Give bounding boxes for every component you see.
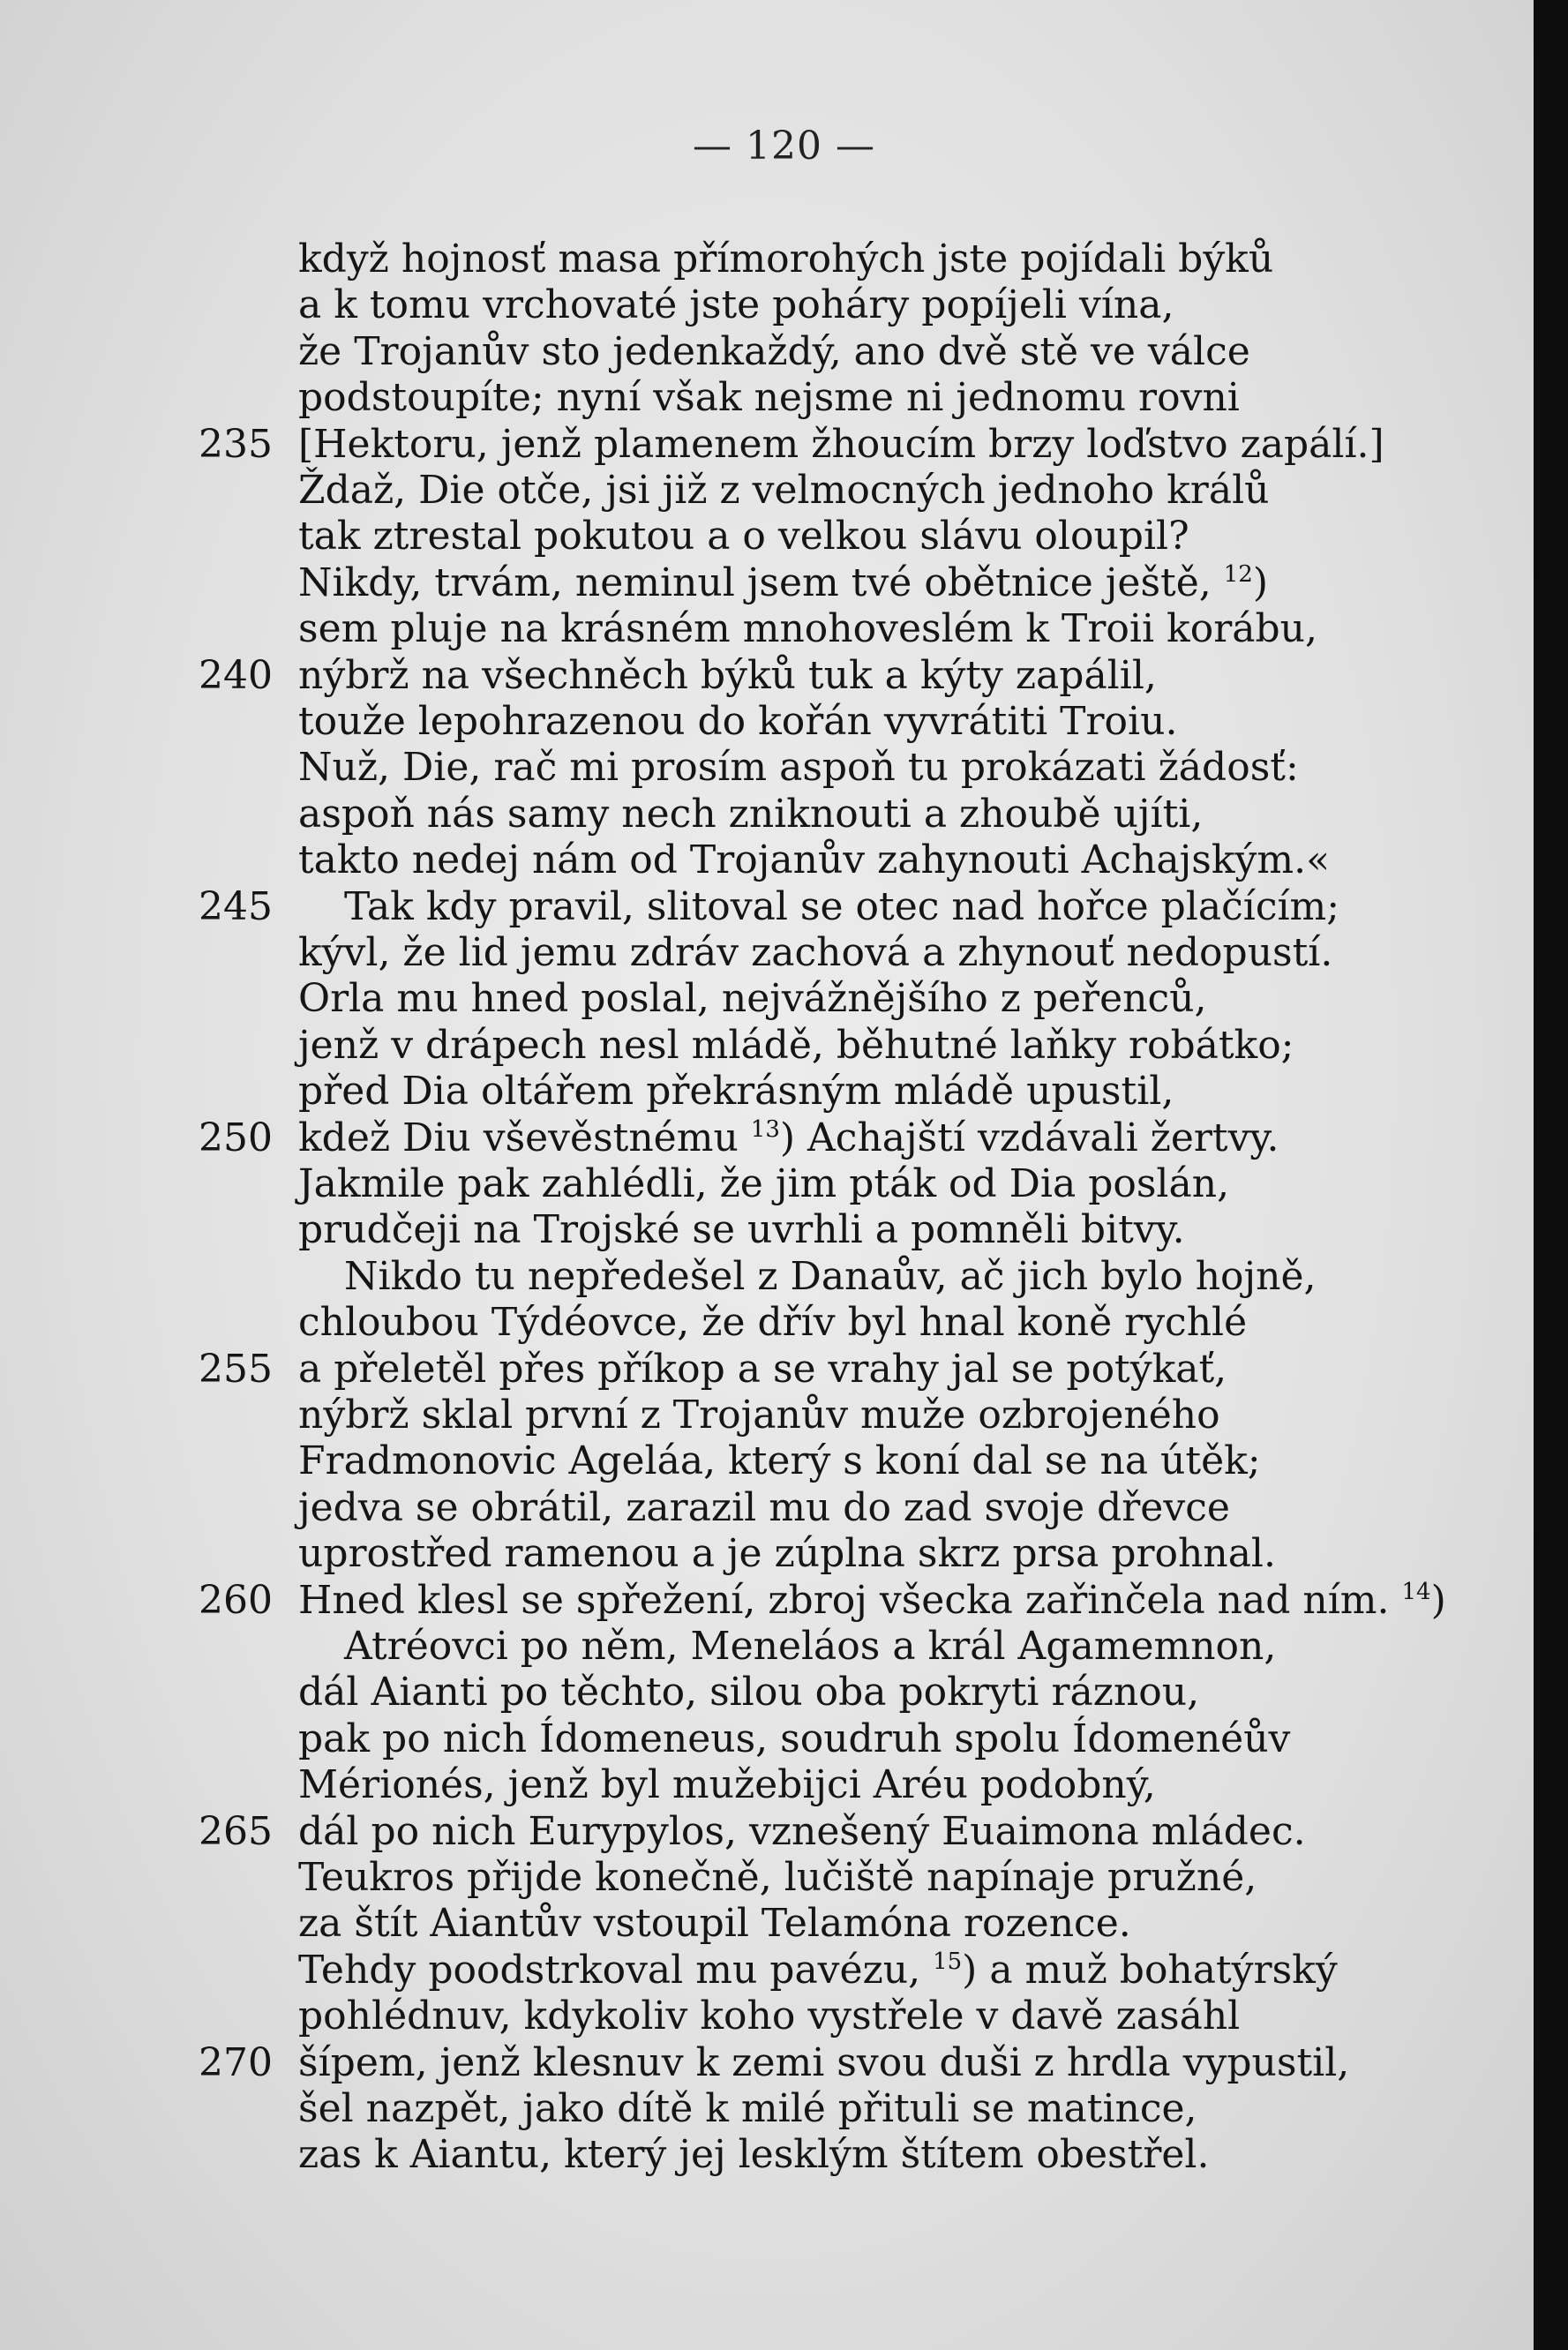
verse-line <box>0 1069 1412 1115</box>
verse-text: kývl, že lid jemu zdráv zachová a zhynouť nedopustí. <box>298 930 1333 975</box>
footnote-ref: 15 <box>933 1948 963 1975</box>
line-number: 260 <box>199 1577 273 1623</box>
verse-line <box>0 745 1412 791</box>
verse-text: nýbrž sklal první z Trojanův muže ozbrojeného <box>298 1393 1220 1438</box>
verse-text: Hned klesl se spřežení, zbroj všecka zařinčela nad ním. $^{14}$) <box>298 1577 1446 1623</box>
verse-text: dál Aianti po těchto, silou oba pokryti ráznou, <box>298 1670 1200 1716</box>
verse-line <box>0 514 1412 559</box>
verse-line <box>0 837 1412 883</box>
verse-line <box>0 2132 1412 2178</box>
footnote-ref: 12 <box>1223 560 1253 588</box>
verse-line <box>0 699 1412 745</box>
verse-line <box>0 2086 1412 2132</box>
footnote-ref: 14 <box>1401 1578 1431 1605</box>
verse-line <box>0 1762 1412 1808</box>
verse-line <box>0 1531 1412 1577</box>
verse-line <box>0 1577 1446 1624</box>
verse-line <box>0 1300 1412 1346</box>
verse-text: prudčeji na Trojské se uvrhli a pomněli bitvy. <box>298 1207 1185 1253</box>
verse-line <box>0 1393 1412 1438</box>
verse-text: kdež Diu vševěstnému $^{13}$) Achajští vzdávali žertvy. <box>298 1115 1279 1160</box>
verse-line <box>0 329 1412 375</box>
verse-text: Teukros přijde konečně, lučiště napínaje pružné, <box>298 1855 1257 1900</box>
verse-line <box>0 282 1412 328</box>
verse-line <box>0 884 1412 930</box>
line-number: 240 <box>199 652 273 698</box>
verse-text: Ždaž, Die otče, jsi již z velmocných jednoho králů <box>298 468 1270 513</box>
verse-line <box>0 1438 1412 1484</box>
verse-text: uprostřed ramenou a je zúplna skrz prsa prohnal. <box>298 1531 1276 1577</box>
verse-line <box>0 1115 1412 1161</box>
verse-line <box>0 1624 1412 1670</box>
verse-text: takto nedej nám od Trojanův zahynouti Achajským.« <box>298 837 1331 883</box>
verse-text: Orla mu hned poslal, nejvážnějšího z peřenců, <box>298 976 1207 1022</box>
line-number: 255 <box>199 1346 273 1392</box>
verse-text: zas k Aiantu, který jej lesklým štítem obestřel. <box>298 2132 1210 2178</box>
verse-text: jenž v drápech nesl mládě, běhutné laňky robátko; <box>298 1022 1294 1068</box>
verse-line <box>0 375 1412 421</box>
page-number: — 120 — <box>693 124 875 169</box>
verse-line <box>0 1207 1412 1253</box>
verse-line <box>0 2040 1412 2086</box>
footnote-ref: 13 <box>750 1115 780 1143</box>
verse-line <box>0 1809 1412 1855</box>
verse-text: když hojnosť masa přímorohých jste pojídali býků <box>298 237 1274 282</box>
line-number: 235 <box>199 421 273 467</box>
verse-text: [Hektoru, jenž plamenem žhoucím brzy loďstvo zapálí.] <box>298 421 1384 467</box>
verse-text: sem pluje na krásném mnohoveslém k Troii korábu, <box>298 606 1317 652</box>
line-number: 245 <box>199 883 273 929</box>
verse-line <box>0 1948 1412 1993</box>
verse-text: nýbrž na všechněch býků tuk a kýty zapálil, <box>298 652 1157 698</box>
verse-line <box>0 1670 1412 1716</box>
verse-text: Mérionés, jenž byl mužebijci Aréu podobný, <box>298 1762 1156 1808</box>
page-edge-shadow <box>1534 0 1568 2350</box>
verse-text: za štít Aiantův vstoupil Telamóna rozence. <box>298 1901 1131 1947</box>
verse-text: Nikdo tu nepředešel z Danaův, ač jich bylo hojně, <box>344 1253 1317 1299</box>
verse-line <box>0 560 1412 606</box>
verse-line <box>0 976 1412 1022</box>
verse-text: šel nazpět, jako dítě k milé přituli se matince, <box>298 2086 1197 2131</box>
verse-text: Tehdy poodstrkoval mu pavézu, $^{15}$) a muž bohatýrský <box>298 1947 1338 1993</box>
verse-text: touže lepohrazenou do kořán vyvrátiti Troiu. <box>298 699 1178 744</box>
verse-text: Atréovci po něm, Meneláos a král Agamemnon, <box>344 1624 1277 1669</box>
verse-text: jedva se obrátil, zarazil mu do zad svoje dřevce <box>298 1484 1230 1530</box>
verse-text: a přeletěl přes příkop a se vrahy jal se potýkať, <box>298 1346 1227 1392</box>
verse-line <box>0 1485 1412 1531</box>
verse-text: dál po nich Eurypylos, vznešený Euaimona mládec. <box>298 1808 1306 1854</box>
verse-line <box>0 1716 1412 1762</box>
verse-text: Tak kdy pravil, slitoval se otec nad hořce plačícím; <box>344 883 1340 929</box>
verse-line <box>0 1023 1412 1069</box>
verse-text: šípem, jenž klesnuv k zemi svou duši z hrdla vypustil, <box>298 2039 1350 2085</box>
verse-text: že Trojanův sto jedenkaždý, ano dvě stě ve válce <box>298 328 1250 374</box>
verse-text: Nikdy, trvám, neminul jsem tvé obětnice ještě, $^{12}$) <box>298 559 1269 605</box>
verse-text: Nuž, Die, rač mi prosím aspoň tu prokázati žádosť: <box>298 745 1299 791</box>
verse-text: a k tomu vrchovaté jste poháry popíjeli vína, <box>298 282 1174 328</box>
verse-line <box>0 468 1412 514</box>
line-number: 270 <box>199 2039 273 2085</box>
line-number: 250 <box>199 1115 273 1160</box>
verse-line <box>0 792 1412 837</box>
verse-line <box>0 930 1412 976</box>
verse-text: tak ztrestal pokutou a o velkou slávu oloupil? <box>298 514 1189 559</box>
verse-text: před Dia oltářem překrásným mládě upustil, <box>298 1069 1174 1115</box>
verse-text: pohlédnuv, kdykoliv koho vystřele v davě zasáhl <box>298 1993 1241 2039</box>
line-number: 265 <box>199 1808 273 1854</box>
verse-line <box>0 1347 1412 1393</box>
verse-line <box>0 1254 1412 1300</box>
verse-line <box>0 1161 1412 1207</box>
verse-text: aspoň nás samy nech zniknouti a zhoubě ujíti, <box>298 791 1204 837</box>
verse-line <box>0 1855 1412 1901</box>
verse-text: podstoupíte; nyní však nejsme ni jednomu rovni <box>298 375 1240 421</box>
verse-line <box>0 1901 1412 1947</box>
verse-line <box>0 606 1412 652</box>
verse-text: Fradmonovic Ageláa, který s koní dal se na útěk; <box>298 1438 1261 1484</box>
verse-line <box>0 653 1412 699</box>
verse-text: Jakmile pak zahlédli, že jim pták od Dia poslán, <box>298 1161 1230 1206</box>
verse-line <box>0 1993 1412 2039</box>
verse-line <box>0 237 1412 282</box>
verse-line <box>0 422 1412 468</box>
verse-text: pak po nich Ídomeneus, soudruh spolu Ídomenéův <box>298 1716 1291 1761</box>
verse-text: chloubou Týdéovce, že dřív byl hnal koně rychlé <box>298 1300 1248 1346</box>
